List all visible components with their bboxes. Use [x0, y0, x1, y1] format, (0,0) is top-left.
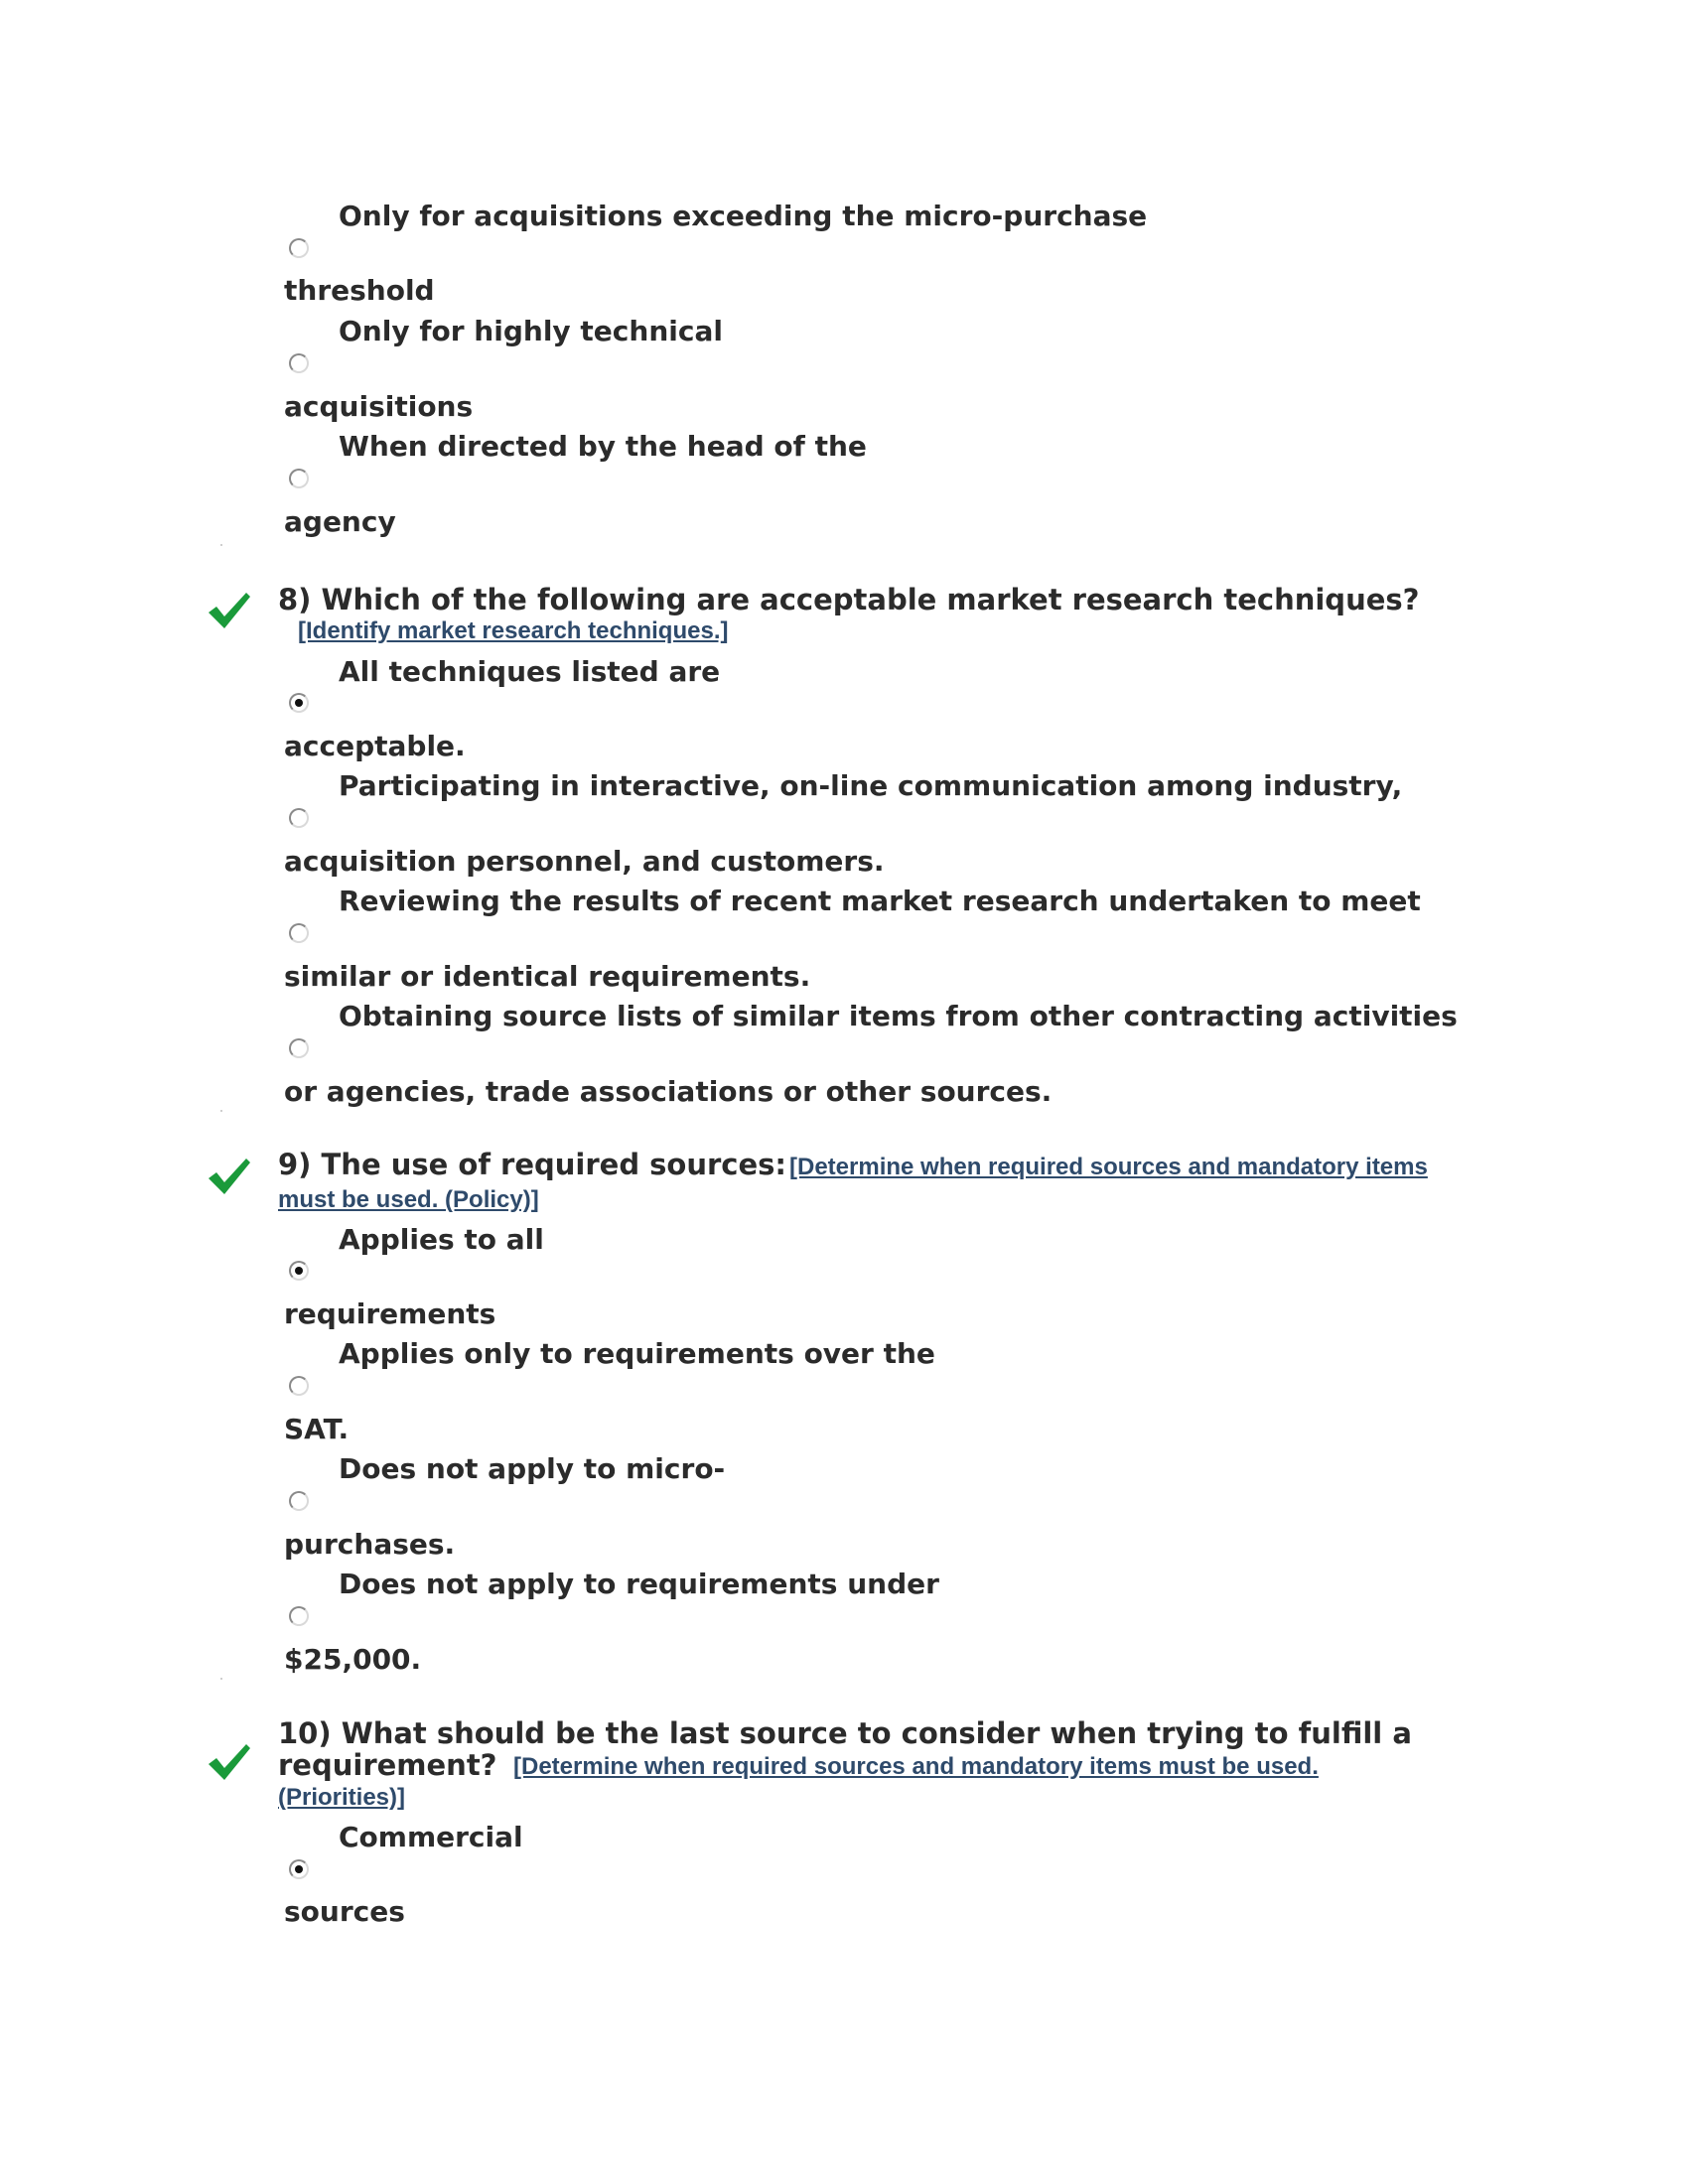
option-label-line2: similar or identical requirements. — [284, 960, 811, 993]
option-label-line1: Reviewing the results of recent market research undertaken to meet — [339, 885, 1421, 917]
option-label-line1: Does not apply to requirements under — [339, 1568, 939, 1600]
option-label-line2: $25,000. — [284, 1643, 422, 1676]
option-label-line1: Participating in interactive, on-line communication among industry, — [339, 769, 1403, 802]
option-label-line2: purchases. — [284, 1528, 456, 1561]
option-label-line2: acquisition personnel, and customers. — [284, 845, 885, 878]
radio-button[interactable] — [289, 1038, 309, 1058]
radio-button-selected[interactable] — [289, 1859, 309, 1879]
radio-button[interactable] — [289, 238, 309, 258]
divider — [220, 1110, 222, 1112]
option-label-line1: All techniques listed are — [339, 655, 721, 688]
check-icon — [207, 1742, 252, 1782]
option-label-line1: Only for acquisitions exceeding the micro-purchase — [339, 200, 1148, 232]
objective-link-line2[interactable]: must be used. (Policy)] — [278, 1186, 539, 1213]
question-text: 8) Which of the following are acceptable market research techniques? — [278, 583, 1420, 616]
option-label-line2: SAT. — [284, 1413, 350, 1445]
question-text-line1: 10) What should be the last source to consider when trying to fulfill a — [278, 1716, 1412, 1750]
radio-button[interactable] — [289, 469, 309, 488]
option-label-line2: threshold — [284, 274, 435, 307]
radio-button[interactable] — [289, 923, 309, 943]
radio-button-selected[interactable] — [289, 1261, 309, 1281]
option-label-line2: agency — [284, 505, 396, 538]
objective-link-line2[interactable]: (Priorities)] — [278, 1784, 406, 1811]
option-label-line1: Only for highly technical — [339, 315, 723, 347]
option-label-line2: sources — [284, 1895, 405, 1928]
divider — [220, 1678, 222, 1680]
option-label-line2: acquisitions — [284, 390, 474, 423]
radio-button[interactable] — [289, 808, 309, 828]
question-text: 9) The use of required sources: — [278, 1148, 787, 1181]
check-icon — [207, 591, 252, 630]
option-label-line1: Commercial — [339, 1821, 523, 1853]
check-icon — [207, 1157, 252, 1196]
option-label-line1: Obtaining source lists of similar items from other contracting activities — [339, 1000, 1458, 1032]
radio-button[interactable] — [289, 353, 309, 373]
option-label-line1: Does not apply to micro- — [339, 1452, 726, 1485]
question-text-line2: requirement? — [278, 1748, 497, 1782]
option-label-line2: requirements — [284, 1297, 496, 1330]
option-label-line1: Applies only to requirements over the — [339, 1337, 935, 1370]
option-label-line1: Applies to all — [339, 1223, 544, 1256]
option-label-line1: When directed by the head of the — [339, 430, 867, 463]
radio-button[interactable] — [289, 1606, 309, 1626]
option-label-line2: or agencies, trade associations or other sources. — [284, 1075, 1053, 1108]
radio-button[interactable] — [289, 1491, 309, 1511]
radio-button-selected[interactable] — [289, 693, 309, 713]
objective-link-line1[interactable]: [Determine when required sources and mandatory items must be used. — [513, 1753, 1319, 1780]
option-label-line2: acceptable. — [284, 730, 466, 762]
objective-link-line1[interactable]: [Determine when required sources and mandatory items — [789, 1154, 1428, 1180]
objective-link[interactable]: [Identify market research techniques.] — [298, 617, 729, 644]
divider — [220, 544, 222, 546]
radio-button[interactable] — [289, 1376, 309, 1396]
